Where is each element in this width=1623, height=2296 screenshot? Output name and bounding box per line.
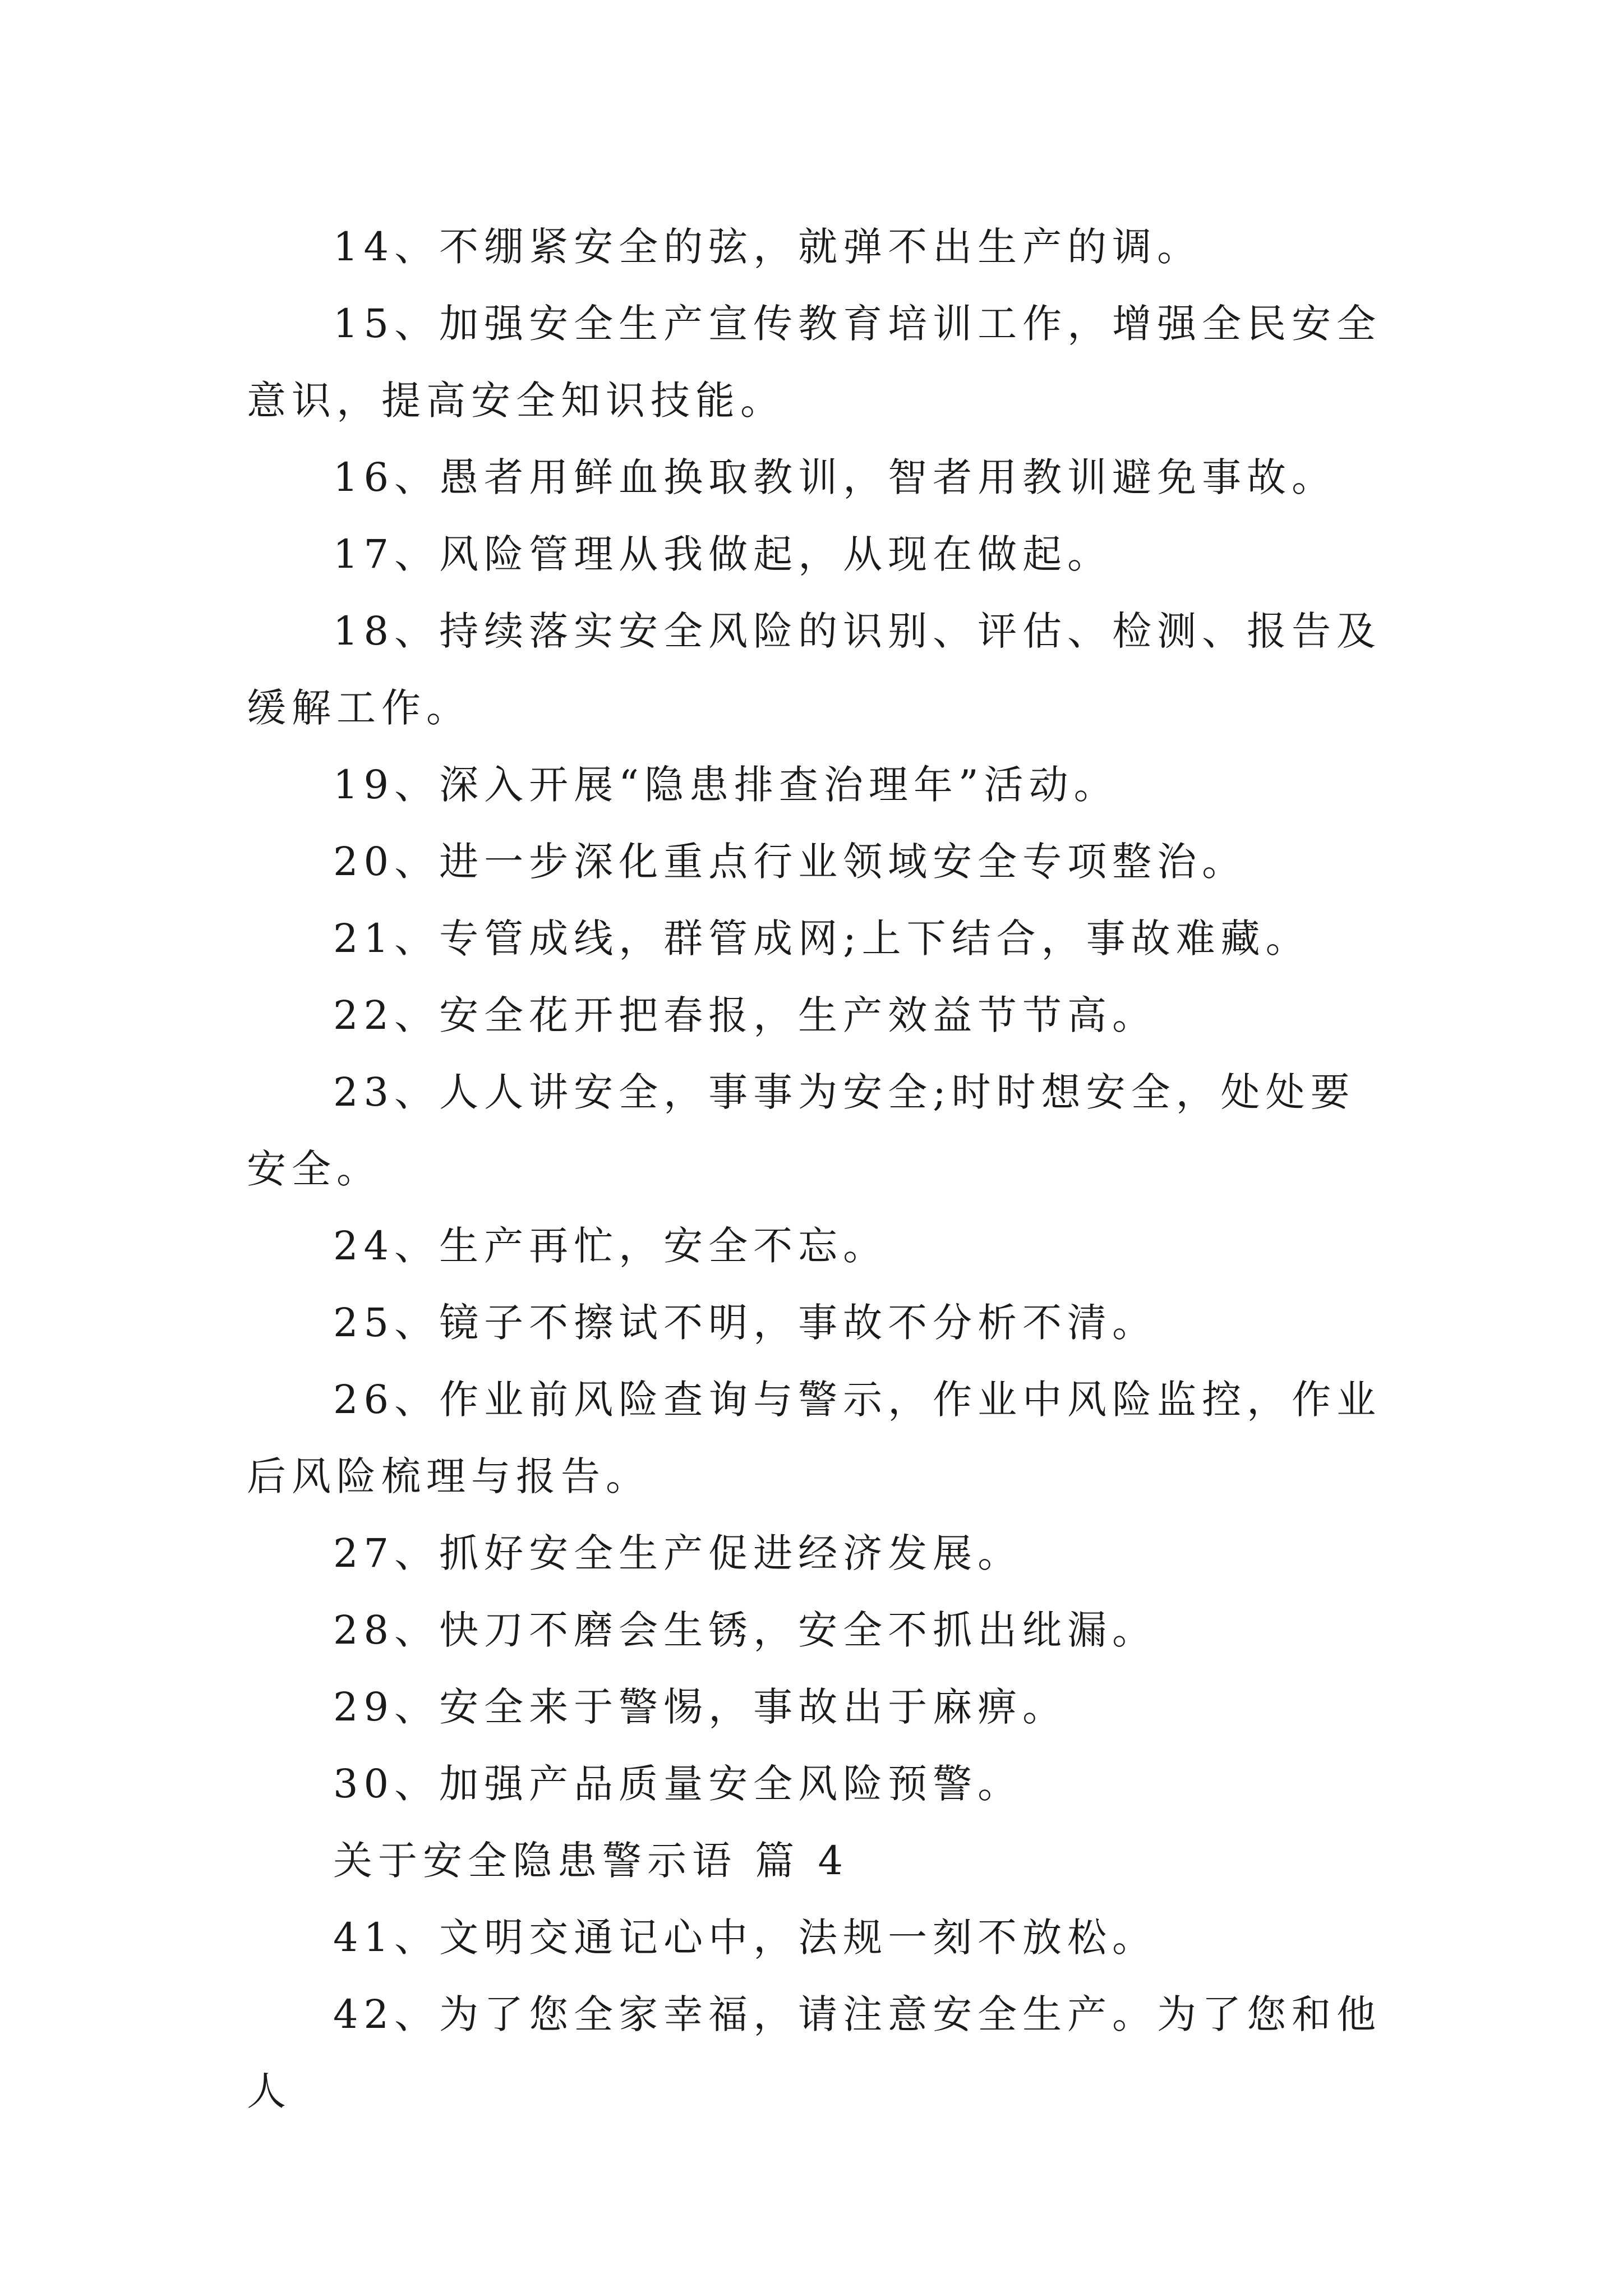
paragraph-item-30: 30、加强产品质量安全风险预警。 (333, 1761, 1023, 1807)
paragraph-item-17: 17、风险管理从我做起，从现在做起。 (333, 531, 1113, 577)
paragraph-item-26: 26、作业前风险查询与警示，作业中风险监控，作业后风险梳理与报告。 (247, 1377, 1382, 1499)
document-body (247, 209, 1391, 2130)
section-heading: 关于安全隐患警示语 篇 4 (333, 1838, 849, 1884)
paragraph-item-19: 19、深入开展“隐患排查治理年”活动。 (333, 762, 1119, 808)
paragraph-item-15: 15、加强安全生产宣传教育培训工作，增强全民安全意识，提高安全知识技能。 (247, 301, 1382, 424)
paragraph-item-28: 28、快刀不磨会生锈，安全不抓出纰漏。 (333, 1607, 1158, 1653)
paragraph-item-24: 24、生产再忙，安全不忘。 (333, 1223, 888, 1269)
paragraph-item-41: 41、文明交通记心中，法规一刻不放松。 (333, 1915, 1158, 1961)
paragraph-item-16: 16、愚者用鲜血换取教训，智者用教训避免事故。 (333, 454, 1337, 500)
paragraph-item-18: 18、持续落实安全风险的识别、评估、检测、报告及缓解工作。 (247, 608, 1382, 731)
paragraph-item-25: 25、镜子不擦试不明，事故不分析不清。 (333, 1300, 1158, 1346)
paragraph-item-20: 20、进一步深化重点行业领域安全专项整治。 (333, 839, 1247, 885)
paragraph-item-29: 29、安全来于警惕，事故出于麻痹。 (333, 1684, 1068, 1730)
paragraph-item-23: 23、人人讲安全，事事为安全;时时想安全，处处要安全。 (247, 1069, 1355, 1192)
paragraph-item-27: 27、抓好安全生产促进经济发展。 (333, 1530, 1023, 1576)
paragraph-item-42: 42、为了您全家幸福，请注意安全生产。为了您和他人 (247, 1991, 1382, 2114)
paragraph-item-21: 21、专管成线，群管成网;上下结合，事故难藏。 (333, 915, 1311, 961)
paragraph-item-14: 14、不绷紧安全的弦，就弹不出生产的调。 (333, 224, 1202, 270)
paragraph-item-22: 22、安全花开把春报，生产效益节节高。 (333, 992, 1158, 1038)
